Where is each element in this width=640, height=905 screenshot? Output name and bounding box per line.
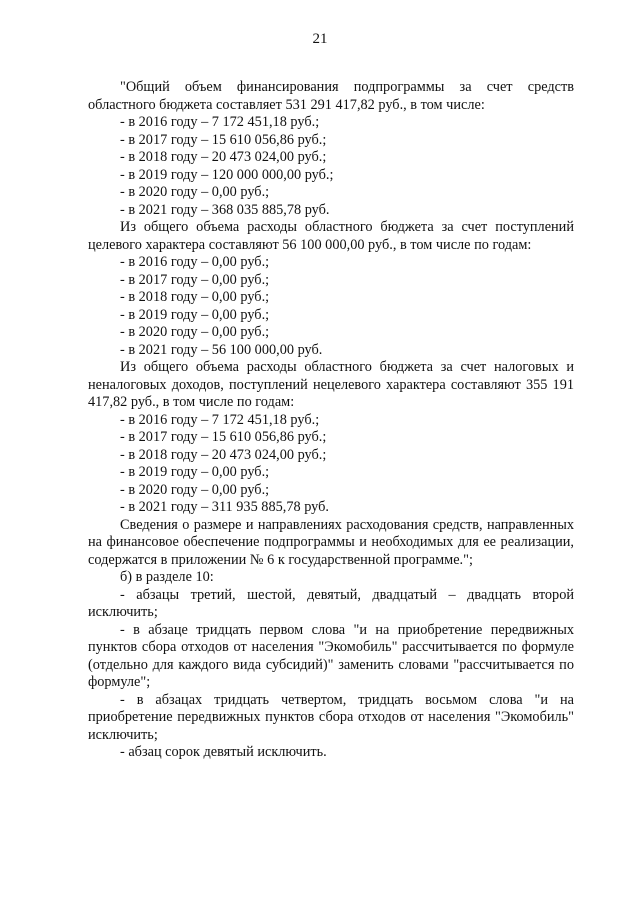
amendment-paragraph: - в абзаце тридцать первом слова "и на приобретение передвижных пунктов сбора отходов от населения "Экомобиль" рассчитывается по формуле (отдельно для каждого вида субсидий)" заменить словами "рассчитывается по формуле"; [88, 621, 574, 690]
list-item: - в 2021 году – 311 935 885,78 руб. [120, 499, 329, 515]
list-item: - в 2017 году – 0,00 руб.; [120, 271, 270, 288]
list-item: - в 2020 году – 0,00 руб.; [120, 481, 270, 498]
appendix-reference-paragraph: Сведения о размере и направлениях расходования средств, направленных на финансовое обеспечение подпрограммы и необходимых для ее реализации, содержатся в приложении № 6 к государственной программе."; [88, 516, 574, 568]
list-item: - в 2016 году – 7 172 451,18 руб.; [120, 411, 320, 428]
list-item: - в 2021 году – 56 100 000,00 руб. [120, 341, 323, 358]
list-item: - в 2017 году – 15 610 056,86 руб.; [120, 131, 327, 148]
page-number: 21 [312, 31, 328, 47]
list-item: - в 2019 году – 0,00 руб.; [120, 306, 270, 323]
list-item: - в 2020 году – 0,00 руб.; [120, 184, 270, 200]
targeted-revenue-paragraph: Из общего объема расходы областного бюджета за счет поступлений целевого характера составляют 56 100 000,00 руб., в том числе по годам: [88, 219, 574, 253]
list-item: - в 2020 году – 0,00 руб.; [120, 324, 270, 340]
financing-total-paragraph: "Общий объем финансирования подпрограммы за счет средств областного бюджета составляет 531 291 417,82 руб., в том числе: [88, 79, 574, 113]
list-item: - в 2017 году – 15 610 056,86 руб.; [120, 429, 327, 445]
document-body [88, 79, 574, 762]
section-10-heading: б) в разделе 10: [120, 569, 214, 585]
amendment-paragraph: - абзацы третий, шестой, девятый, двадцатый – двадцать второй исключить; [88, 586, 574, 620]
list-item: - в 2018 году – 0,00 руб.; [120, 289, 270, 305]
list-item: - в 2018 году – 20 473 024,00 руб.; [120, 446, 327, 463]
list-item: - в 2016 году – 7 172 451,18 руб.; [120, 114, 320, 130]
list-item: - в 2016 году – 0,00 руб.; [120, 254, 270, 270]
list-item: - в 2019 году – 0,00 руб.; [120, 464, 270, 480]
list-item: - в 2019 году – 120 000 000,00 руб.; [120, 166, 334, 183]
amendment-paragraph: - абзац сорок девятый исключить. [120, 744, 327, 760]
tax-revenue-paragraph: Из общего объема расходы областного бюджета за счет налоговых и неналоговых доходов, поступлений нецелевого характера составляют 355 191 417,82 руб., в том числе по годам: [88, 359, 574, 410]
list-item: - в 2021 году – 368 035 885,78 руб. [120, 201, 330, 218]
amendment-paragraph: - в абзацах тридцать четвертом, тридцать восьмом слова "и на приобретение передвижных пунктов сбора отходов от населения "Экомобиль" исключить; [88, 691, 574, 743]
list-item: - в 2018 году – 20 473 024,00 руб.; [120, 149, 327, 165]
